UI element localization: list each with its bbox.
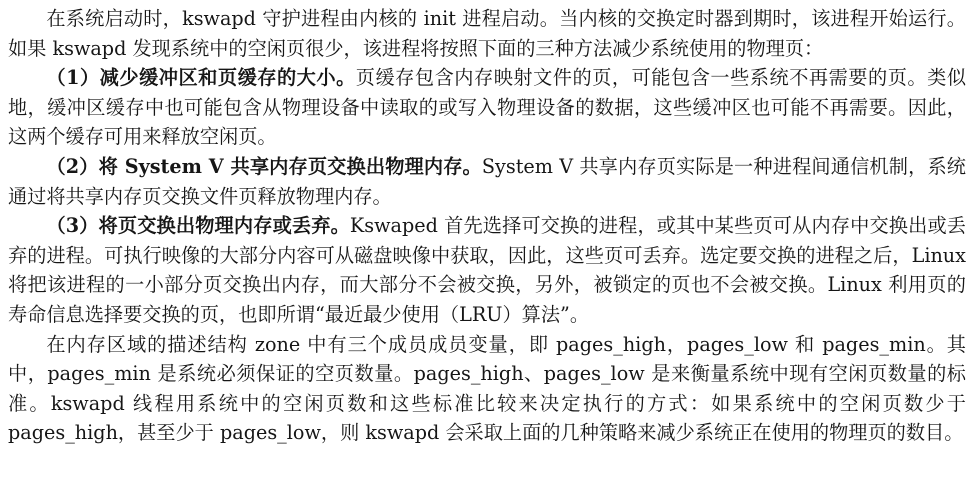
method-3-heading: （3）将页交换出物理内存或丢弃。	[46, 214, 350, 238]
paragraph-method-2	[8, 152, 966, 211]
paragraph-zone-watermarks	[8, 330, 966, 448]
paragraph-text: 页缓存包含内存映射文件的页，可能包含一些系统不再需要的页。类似地，缓冲区缓存中也可能包含从物理设备中读取的或写入物理设备的数据，这些缓冲区也可能不再需要。因此，这两个缓存可用来释放空闲页。	[8, 66, 967, 149]
paragraph-method-3	[8, 211, 966, 329]
paragraph-text: Kswaped 首先选择可交换的进程，或其中某些页可从内存中交换出或丢弃的进程。可执行映像的大部分内容可从磁盘映像中获取，因此，这些页可丢弃。选定要交换的进程之后，Linux 将把该进程的一小部分页交换出内存，而大部分不会被交换，另外，被锁定的页也不会被交换。Linux 利用页的寿命信息选择要交换的页，也即所谓“最近最少使用（LRU）算法”。	[8, 214, 966, 326]
paragraph-text: 在系统启动时，kswapd 守护进程由内核的 init 进程启动。当内核的交换定时器到期时，该进程开始运行。如果 kswapd 发现系统中的空闲页很少，该进程将按照下面的三种方法减少系统使用的物理页：	[8, 7, 966, 60]
paragraph-text: System V 共享内存页实际是一种进程间通信机制，系统通过将共享内存页交换文件页释放物理内存。	[8, 154, 966, 208]
paragraph-method-1	[8, 63, 966, 152]
paragraph-text: 在内存区域的描述结构 zone 中有三个成员成员变量，即 pages_high，pages_low 和 pages_min。其中，pages_min 是系统必须保证的空页数量。pages_high、pages_low 是来衡量系统中现有空闲页数量的标准。kswapd 线程用系统中的空闲页数和这些标准比较来决定执行的方式：如果系统中的空闲页数少于 pages_high，甚至少于 pages_low，则 kswapd 会采取上面的几种策略来减少系统正在使用的物理页的数目。	[8, 332, 966, 445]
method-1-heading: （1）减少缓冲区和页缓存的大小。	[46, 66, 356, 90]
method-2-heading: （2）将 System V 共享内存页交换出物理内存。	[46, 154, 482, 178]
paragraph-kswapd-startup	[8, 4, 966, 63]
